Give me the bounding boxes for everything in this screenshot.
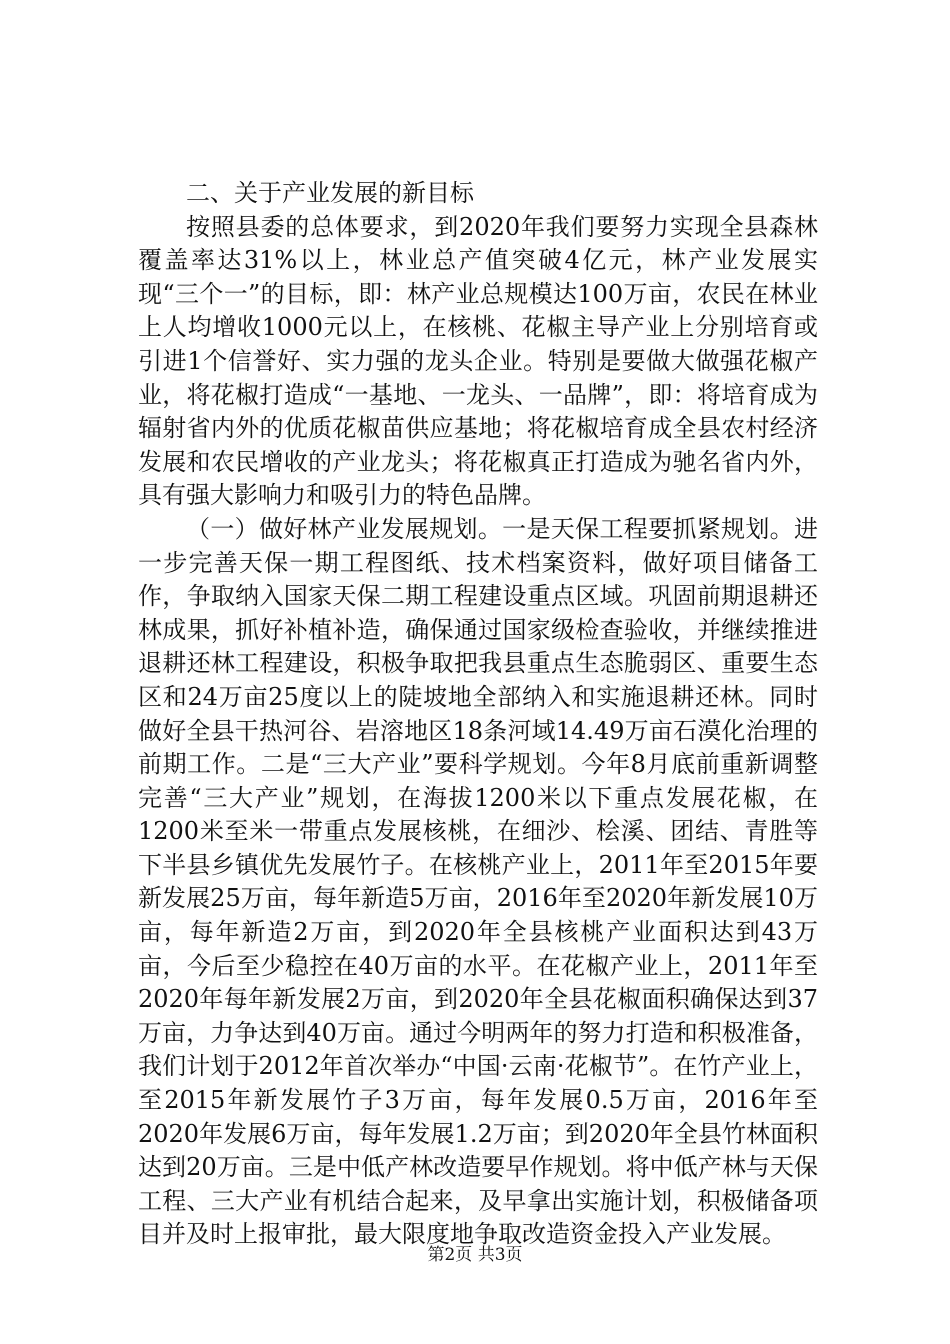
paragraph-planning: （一）做好林产业发展规划。一是天保工程要抓紧规划。进一步完善天保一期工程图纸、技术档案资料，做好项目储备工作，争取纳入国家天保二期工程建设重点区域。巩固前期退耕还林成果，抓好补植补造，确保通过国家级检查验收，并继续推进退耕还林工程建设，积极争取把我县重点生态脆弱区、重要生态区和24万亩25度以上的陡坡地全部纳入和实施退耕还林。同时做好全县干热河谷、岩溶地区18条河域14.49万亩石漠化治理的前期工作。二是“三大产业”要科学规划。今年8月底前重新调整完善“三大产业”规划，在海拔1200米以下重点发展花椒，在1200米至米一带重点发展核桃，在细沙、桧溪、团结、青胜等下半县乡镇优先发展竹子。在核桃产业上，2011年至2015年要新发展25万亩，每年新造5万亩，2016年至2020年新发展10万亩，每年新造2万亩，到2020年全县核桃产业面积达到43万亩，今后至少稳控在40万亩的水平。在花椒产业上，2011年至2020年每年新发展2万亩，到2020年全县花椒面积确保达到37万亩，力争达到40万亩。通过今明两年的努力打造和积极准备，我们计划于2012年首次举办“中国·云南·花椒节”。在竹产业上，至2015年新发展竹子3万亩，每年发展0.5万亩，2016年至2020年发展6万亩，每年发展1.2万亩；到2020年全县竹林面积达到20万亩。三是中低产林改造要早作规划。将中低产林与天保工程、三大产业有机结合起来，及早拿出实施计划，积极储备项目并及时上报审批，最大限度地争取改造资金投入产业发展。 bbox=[138, 514, 818, 1249]
section-heading: 二、关于产业发展的新目标 bbox=[186, 179, 474, 207]
page-number: 第2页 共3页 bbox=[427, 1245, 523, 1265]
page-footer bbox=[0, 1240, 950, 1265]
document-body bbox=[138, 177, 818, 1252]
paragraph-goals: 按照县委的总体要求，到2020年我们要努力实现全县森林覆盖率达31%以上，林业总产值突破4亿元，林产业发展实现“三个一”的目标，即：林产业总规模达100万亩，农民在林业上人均增收1000元以上，在核桃、花椒主导产业上分别培育或引进1个信誉好、实力强的龙头企业。特别是要做大做强花椒产业，将花椒打造成“一基地、一龙头、一品牌”，即：将培育成为辐射省内外的优质花椒苗供应基地；将花椒培育成全县农村经济发展和农民增收的产业龙头；将花椒真正打造成为驰名省内外，具有强大影响力和吸引力的特色品牌。 bbox=[138, 212, 818, 510]
